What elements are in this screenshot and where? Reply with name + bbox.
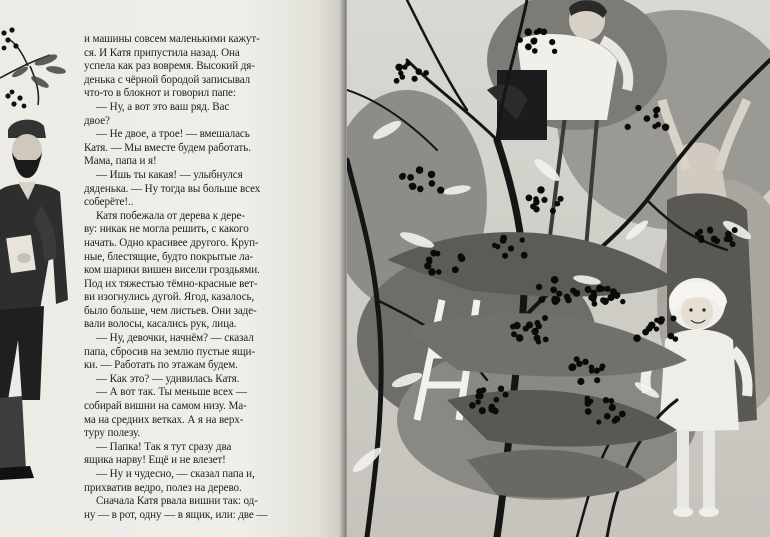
cherry [603, 397, 609, 403]
cherry [711, 236, 718, 243]
cherry [589, 368, 594, 373]
man-with-notebook-illustration [0, 0, 84, 537]
cherry [532, 330, 537, 335]
text-line: — Ну и чудесно, — сказал папа и, [96, 468, 255, 480]
cherry [585, 398, 591, 404]
story-text [84, 33, 298, 522]
text-line: начать. Одно красивее другого. Круп- [84, 236, 259, 249]
cherry [725, 231, 732, 238]
cherry [652, 124, 657, 129]
text-line: папа, сбросив на землю пустые ящи- [84, 345, 255, 358]
cherry [609, 398, 615, 404]
cherry [552, 49, 557, 54]
cherry [511, 331, 517, 337]
cherry [662, 124, 669, 131]
cherry [394, 78, 400, 84]
text-line: Катя побежала от дерева к дере- [96, 209, 245, 222]
text-line: — Ну, девочки, начнём? — сказал [96, 332, 254, 345]
cherry [604, 413, 611, 420]
cherry [609, 404, 616, 411]
cherry [530, 38, 537, 45]
right-page [347, 0, 770, 537]
text-line: — А вот так. Ты меньше всех — [96, 386, 247, 399]
cherry [458, 253, 464, 259]
cherry [479, 407, 486, 414]
cherry [492, 408, 499, 415]
cherry [428, 171, 435, 178]
cherry [541, 29, 548, 36]
cherry [452, 266, 459, 273]
cherry [543, 337, 549, 343]
cherry [423, 70, 429, 76]
cherry [605, 286, 611, 292]
cherry [407, 174, 414, 181]
text-line: Мама, папа и я! [84, 155, 157, 168]
cherry [653, 113, 658, 118]
cherry [619, 411, 626, 418]
cherry [671, 316, 677, 322]
text-line: ные, блестящие, будто покрытые ла- [84, 250, 254, 263]
cherry [596, 419, 601, 424]
text-line: — Ну, а вот это ваш ряд. Вас [96, 100, 230, 113]
cherry [520, 237, 525, 242]
cherry [588, 295, 594, 301]
cherry [526, 195, 533, 202]
cherry [428, 268, 435, 275]
cherry [508, 245, 514, 251]
cherry [416, 68, 423, 75]
cherry [648, 322, 655, 329]
cherry [534, 30, 539, 35]
text-line: что-то в блокнот и говорил папе: [84, 87, 236, 100]
text-line: прихватив ведро, полез на дерево. [84, 481, 242, 494]
text-line: успела как раз вовремя. Высокий дя- [84, 60, 255, 73]
cherry [409, 183, 416, 190]
text-line: двое? [84, 114, 110, 127]
text-line: Катя. — Мы вместе будем работать. [84, 141, 251, 154]
cherry [523, 326, 529, 332]
text-line: ви изогнулись дугой. Ягод, казалось, [84, 291, 255, 304]
cherry [532, 48, 538, 54]
cherry [516, 334, 524, 342]
cherry [493, 397, 499, 403]
text-line: ящика нарву! Ещё и не влезет! [84, 454, 226, 467]
cherry [600, 286, 606, 292]
cherry [730, 241, 736, 247]
cherry [469, 402, 476, 409]
cherry [620, 299, 625, 304]
cherry [536, 339, 541, 344]
cherry [625, 124, 631, 130]
text-line: Сначала Катя рвала вишни так: од- [96, 495, 258, 508]
cherry [524, 28, 532, 36]
cherry [521, 252, 528, 259]
cherry [534, 320, 540, 326]
cherry [698, 237, 704, 243]
text-line: ну — в рот, одну — в ящик, или: две — [84, 508, 268, 521]
cherry [668, 333, 675, 340]
text-line: ком шарики вишен висели гроздьями. [84, 264, 260, 277]
bearded-man [0, 120, 68, 480]
cherry [517, 37, 523, 43]
cherry [477, 393, 484, 400]
text-line: и машины совсем маленькими кажут- [84, 33, 260, 45]
cherry [398, 70, 403, 75]
cherry [430, 250, 437, 257]
cherry [564, 294, 570, 300]
cherry [612, 418, 618, 424]
cherry [533, 206, 539, 212]
cherry [555, 201, 561, 207]
left-page [0, 0, 346, 537]
text-line: ся. И Катя припустила назад. Она [84, 46, 240, 59]
cherry [657, 318, 664, 325]
cherry [437, 187, 444, 194]
cherry [503, 392, 509, 398]
text-line: вали волосы, касались рук, лица. [84, 318, 237, 331]
cherry [542, 315, 548, 321]
text-line: Под их тяжестью тёмно-красные вет- [84, 277, 258, 290]
cherry [585, 286, 592, 293]
cherry [551, 276, 559, 284]
text-line: соберёте!.. [84, 196, 134, 209]
cherry [536, 284, 542, 290]
cherry [556, 291, 562, 297]
cherry [492, 243, 497, 248]
cherry [644, 115, 651, 122]
cherry [551, 296, 558, 303]
cherry [577, 378, 584, 385]
text-line: дяденька. — Ну тогда вы больше всех [84, 182, 261, 195]
cherry [436, 269, 442, 275]
cherry-leaves-top [11, 52, 67, 90]
cherry [533, 196, 538, 201]
cherry [732, 227, 738, 233]
text-line: — Папка! Так я тут сразу два [96, 440, 232, 453]
cherry [707, 228, 713, 234]
text-line: — Ишь ты какая! — улыбнулся [96, 168, 243, 181]
cherry [399, 173, 406, 180]
cherry [405, 61, 410, 66]
cherry [427, 259, 433, 265]
text-line: — Не двое, а трое! — вмешалась [96, 128, 250, 141]
cherry [429, 180, 436, 187]
text-line: — Как это? — удивилась Катя. [96, 372, 240, 385]
cherry [600, 363, 606, 369]
text-line: денька с чёрной бородой записывал [84, 73, 251, 86]
cherry [557, 196, 563, 202]
cherry [576, 361, 582, 367]
cherry [654, 107, 660, 113]
cherry [582, 359, 588, 365]
text-line: ки. — Работать по этажам будем. [84, 359, 238, 372]
cherry [417, 186, 424, 193]
cherry [525, 43, 532, 50]
cherry [569, 363, 576, 370]
cherry [594, 377, 600, 383]
cherry [633, 334, 641, 342]
cherry [635, 105, 641, 111]
cherry [395, 64, 402, 71]
text-line: туру полезу. [84, 427, 141, 440]
cherry [537, 186, 544, 193]
cherry [550, 208, 556, 214]
cherry [698, 229, 704, 235]
cherry [573, 290, 580, 297]
cherry [549, 39, 555, 45]
cherry [502, 253, 508, 259]
cherry [416, 166, 424, 174]
text-line: ву: никак не могла решить, с какого [84, 223, 249, 236]
cherry [602, 298, 609, 305]
cherry [475, 399, 481, 405]
cherry [510, 324, 516, 330]
cherry [538, 296, 545, 303]
text-line: ма на средних ветках. А я на верх- [84, 413, 244, 426]
cherry [550, 287, 557, 294]
text-line: собирай вишни на самом низу. Ма- [84, 400, 247, 413]
cherry [498, 386, 504, 392]
cherry [500, 235, 507, 242]
cherry [541, 197, 547, 203]
cherry [585, 408, 592, 415]
cherry [412, 76, 418, 82]
text-line: было больше, чем листьев. Они заде- [84, 304, 257, 317]
cherry-orchard-illustration [347, 0, 770, 537]
